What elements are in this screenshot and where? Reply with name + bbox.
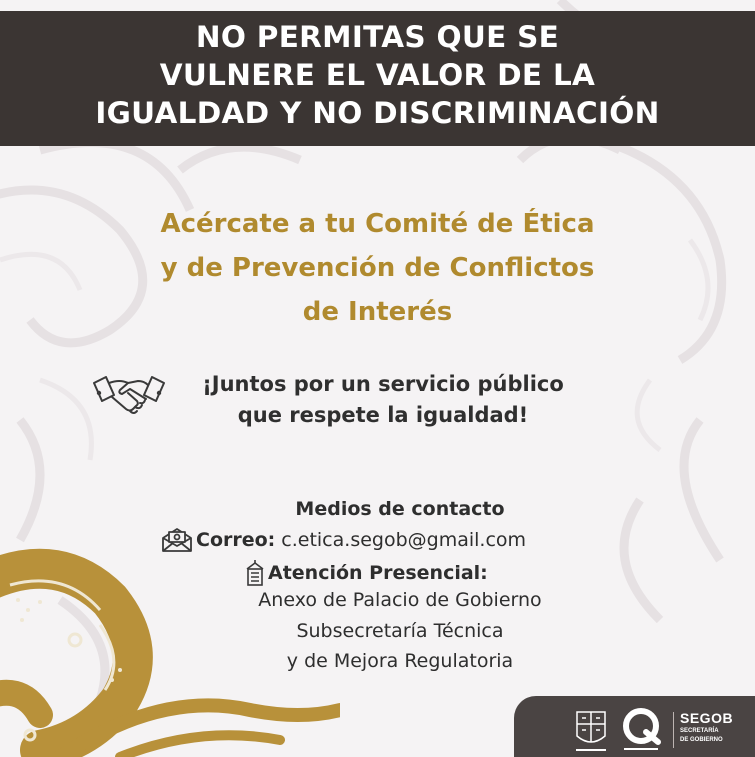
attention-label: Atención Presencial: — [268, 562, 488, 584]
headline — [40, 18, 715, 132]
segob-acronym: SEGOB — [680, 710, 734, 726]
invitation-line-2: y de Prevención de Conflictos — [160, 253, 595, 283]
segob-line-1: SECRETARÍA — [680, 728, 719, 734]
logo-divider — [673, 712, 674, 748]
q-logo-icon — [618, 704, 664, 754]
motto-line-2: que respete la igualdad! — [237, 403, 529, 427]
invitation-line-1: Acércate a tu Comité de Ética — [160, 209, 595, 239]
contact-heading: Medios de contacto — [295, 498, 505, 520]
state-shield-icon — [572, 706, 610, 754]
segob-logo — [680, 710, 733, 744]
gold-ornament — [0, 540, 340, 757]
motto — [168, 369, 598, 431]
address-line-2: Subsecretaría Técnica — [296, 620, 504, 642]
headline-line-3: IGUALDAD Y NO DISCRIMINACIÓN — [95, 96, 660, 130]
segob-line-2: DE GOBIERNO — [680, 737, 723, 743]
handshake-icon — [92, 371, 166, 417]
email-address[interactable]: c.etica.segob@gmail.com — [281, 529, 527, 551]
committee-invitation — [60, 202, 695, 334]
motto-line-1: ¡Juntos por un servicio público — [202, 372, 564, 396]
headline-line-1: NO PERMITAS QUE SE — [195, 20, 560, 54]
address-line-1: Anexo de Palacio de Gobierno — [258, 589, 542, 611]
email-label: Correo: — [196, 529, 276, 551]
invitation-line-3: de Interés — [302, 297, 453, 327]
address-line-3: y de Mejora Regulatoria — [286, 650, 514, 672]
headline-line-2: VULNERE EL VALOR DE LA — [159, 58, 596, 92]
